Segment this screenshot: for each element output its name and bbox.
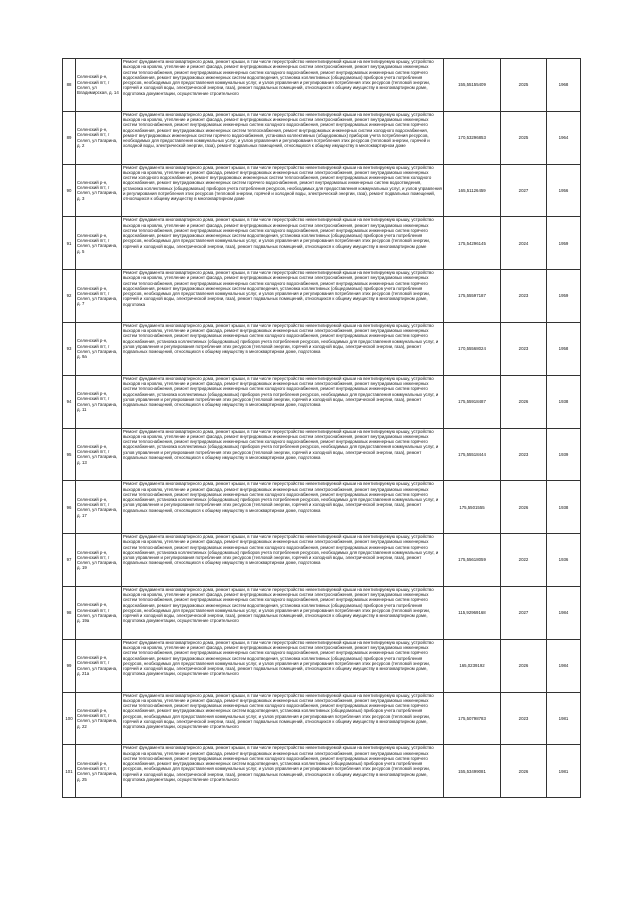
works-list-cell: Ремонт фундамента многоквартирного дома, ремонт крыши, в том числе переустройство невентилируемой крыши на вентилируемую крышу, устройство выходов на кровлю, утепление и ремонт фасада, ремонт внутридомовых инженерных систем электроснабжения, ремонт внутридомовых инженерных систем теплоснабжения, ремонт внутридомовых инженерных систем холодного водоснабжения, ремонт внутридомовых инженерных систем горячего водоснабжения, ремонт внутридомовых инженерных систем водоотведения, установка коллективных (общедомовых) приборов учета потребления ресурсов, необходимых для предоставления коммунальных услуг, и узлов управления и регулирования потребления этих ресурсов (тепловой энергии, горячей и холодной воды, электрической энергии, газа), ремонт подвальных помещений, относящихся к общему имуществу в многоквартирном доме	[122, 217, 444, 270]
works-list-cell: Ремонт фундамента многоквартирного дома, ремонт крыши, в том числе переустройство невентилируемой крыши на вентилируемую крышу, устройство выходов на кровлю, утепление и ремонт фасада, ремонт внутридомовых инженерных систем электроснабжения, ремонт внутридомовых инженерных систем теплоснабжения, ремонт внутридомовых инженерных систем холодного водоснабжения, ремонт внутридомовых инженерных систем горячего водоснабжения, установка коллективных (общедомовых) приборов учета потребления ресурсов, необходимых для предоставления коммунальных услуг, и узлов управления и регулирования потребления этих ресурсов (тепловой энергии, горячей и холодной воды, электрической энергии, газа), ремонт подвальных помещений, относящихся к общему имуществу в многоквартирном доме, подготовка	[122, 375, 444, 428]
construction-year-cell: 1939	[547, 428, 581, 481]
works-list-cell: Ремонт фундамента многоквартирного дома, ремонт крыши, в том числе переустройство невентилируемой крыши на вентилируемую крышу, устройство выходов на кровлю, утепление и ремонт фасада, ремонт внутридомовых инженерных систем электроснабжения, ремонт внутридомовых инженерных систем теплоснабжения, ремонт внутридомовых инженерных систем холодного водоснабжения, ремонт внутридомовых инженерных систем горячего водоснабжения, установка коллективных (общедомовых) приборов учета потребления ресурсов, необходимых для предоставления коммунальных услуг, и узлов управления и регулирования потребления этих ресурсов (тепловой энергии, горячей и холодной воды, электрической энергии, газа), ремонт подвальных помещений, относящихся к общему имуществу в многоквартирном доме, подготовка	[122, 534, 444, 587]
works-list-cell: Ремонт фундамента многоквартирного дома, ремонт крыши, в том числе переустройство невентилируемой крыши на вентилируемую крышу, устройство выходов на кровлю, утепление и ремонт фасада, ремонт внутридомовых инженерных систем электроснабжения, ремонт внутридомовых инженерных систем теплоснабжения, ремонт внутридомовых инженерных систем холодного водоснабжения, ремонт внутридомовых инженерных систем горячего водоснабжения, ремонт внутридомовых инженерных систем водоотведения, установка коллективных (общедомовых) приборов учета потребления ресурсов, необходимых для предоставления коммунальных услуг, и узлов управления и регулирования потребления этих ресурсов (тепловой энергии, горячей и холодной воды, электрической энергии, газа), ремонт подвальных помещений, относящихся к общему имуществу в многоквартирном доме, подготовка документации, осуществление строительного	[122, 745, 444, 798]
planned-year-cell: 2023	[501, 428, 547, 481]
row-number-cell: 90	[63, 164, 76, 217]
table-row	[63, 322, 581, 375]
planned-year-cell: 2022	[501, 534, 547, 587]
table-row	[63, 111, 581, 164]
construction-year-cell: 1938	[547, 481, 581, 534]
planned-year-cell: 2026	[501, 481, 547, 534]
row-number-cell: 91	[63, 217, 76, 270]
planned-year-cell: 2026	[501, 639, 547, 692]
works-list-cell: Ремонт фундамента многоквартирного дома, ремонт крыши, в том числе переустройство невентилируемой крыши на вентилируемую крышу, устройство выходов на кровлю, утепление и ремонт фасада, ремонт внутридомовых инженерных систем электроснабжения, ремонт внутридомовых инженерных систем теплоснабжения, ремонт внутридомовых инженерных систем холодного водоснабжения, ремонт внутридомовых инженерных систем горячего водоснабжения, ремонт внутридомовых инженерных систем водоотведения, установка коллективных (общедомовых) приборов учета потребления ресурсов, необходимых для предоставления коммунальных услуг, и узлов управления и регулирования потребления этих ресурсов (тепловой энергии, горячей и холодной воды, электрической энергии, газа), ремонт подвальных помещений, относящихся к общему имуществу в многоквартирном доме, подготовка документации, осуществление строительного	[122, 692, 444, 745]
cost-cell: 165,51126459	[444, 164, 501, 217]
planned-year-cell: 2026	[501, 375, 547, 428]
construction-year-cell: 1981	[547, 692, 581, 745]
row-number-cell: 89	[63, 111, 76, 164]
repair-program-table	[62, 58, 581, 798]
address-cell: Селенский р-н, Селенский пгт, г Селеп, ул Гагарина, д. 17	[76, 481, 122, 534]
address-cell: Селенский р-н, Селенский пгт, г Селеп, ул Гагарина, д. 9а	[76, 322, 122, 375]
cost-cell: 175,50798783	[444, 692, 501, 745]
address-cell: Селенский р-н, Селенский пгт, г Селеп, ул Владимирская, д. 14	[76, 59, 122, 112]
planned-year-cell: 2027	[501, 586, 547, 639]
planned-year-cell: 2025	[501, 59, 547, 112]
address-cell: Селенский р-н, Селенский пгт, г Селеп, ул Гагарина, д. 19а	[76, 586, 122, 639]
cost-cell: 175,55918487	[444, 375, 501, 428]
cost-cell: 175,5501555	[444, 481, 501, 534]
address-cell: Селенский р-н, Селенский пгт, г Селеп, ул Гагарина, д. 2	[76, 111, 122, 164]
row-number-cell: 101	[63, 745, 76, 798]
construction-year-cell: 1956	[547, 164, 581, 217]
works-list-cell: Ремонт фундамента многоквартирного дома, ремонт крыши, в том числе переустройство невентилируемой крыши на вентилируемую крышу, устройство выходов на кровлю, утепление и ремонт фасада, ремонт внутридомовых инженерных систем электроснабжения, ремонт внутридомовых инженерных систем теплоснабжения, ремонт внутридомовых инженерных систем холодного водоснабжения, ремонт внутридомовых инженерных систем горячего водоснабжения, ремонт внутридомовых инженерных систем водоотведения, установка коллективных (общедомовых) приборов учета потребления ресурсов, необходимых для предоставления коммунальных услуг, и узлов управления и регулирования потребления этих ресурсов (тепловой энергии, горячей и холодной воды, электрической энергии, газа), ремонт подвальных помещений, относящихся к общему имуществу в многоквартирном доме, подготовка документации, осуществление строительного	[122, 586, 444, 639]
row-number-cell: 95	[63, 428, 76, 481]
row-number-cell: 99	[63, 639, 76, 692]
planned-year-cell: 2023	[501, 270, 547, 323]
table-row	[63, 270, 581, 323]
cost-cell: 115,92969168	[444, 586, 501, 639]
cost-cell: 175,54296145	[444, 217, 501, 270]
address-cell: Селенский р-н, Селенский пгт, г Селеп, ул Гагарина, д. 25	[76, 745, 122, 798]
table-row	[63, 428, 581, 481]
construction-year-cell: 1938	[547, 375, 581, 428]
cost-cell: 170,53296853	[444, 111, 501, 164]
table-row	[63, 481, 581, 534]
table-row	[63, 534, 581, 587]
row-number-cell: 98	[63, 586, 76, 639]
construction-year-cell: 1959	[547, 270, 581, 323]
construction-year-cell: 1981	[547, 745, 581, 798]
table-row	[63, 59, 581, 112]
planned-year-cell: 2027	[501, 164, 547, 217]
table-row	[63, 164, 581, 217]
table-body	[63, 59, 581, 798]
cost-cell: 165,0239192	[444, 639, 501, 692]
cost-cell: 175,55618059	[444, 534, 501, 587]
construction-year-cell: 1984	[547, 586, 581, 639]
table-row	[63, 375, 581, 428]
cost-cell: 155,53499081	[444, 745, 501, 798]
row-number-cell: 97	[63, 534, 76, 587]
cost-cell: 155,55155409	[444, 59, 501, 112]
construction-year-cell: 1968	[547, 59, 581, 112]
cost-cell: 175,55597187	[444, 270, 501, 323]
works-list-cell: Ремонт фундамента многоквартирного дома, ремонт крыши, в том числе переустройство невентилируемой крыши на вентилируемую крышу, устройство выходов на кровлю, утепление и ремонт фасада, ремонт внутридомовых инженерных систем электроснабжения, ремонт внутридомовых инженерных систем теплоснабжения, ремонт внутридомовых инженерных систем холодного водоснабжения, ремонт внутридомовых инженерных систем горячего водоснабжения, установка коллективных (общедомовых) приборов учета потребления ресурсов, необходимых для предоставления коммунальных услуг, и узлов управления и регулирования потребления этих ресурсов (тепловой энергии, горячей и холодной воды, электрической энергии, газа), ремонт подвальных помещений, относящихся к общему имуществу в многоквартирном доме, подготовка	[122, 322, 444, 375]
works-list-cell: Ремонт фундамента многоквартирного дома, ремонт крыши, в том числе переустройство невентилируемой крыши на вентилируемую крышу, устройство выходов на кровлю, утепление и ремонт фасада, ремонт внутридомовых инженерных систем электроснабжения, ремонт внутридомовых инженерных систем теплоснабжения, ремонт внутридомовых инженерных систем холодного водоснабжения, ремонт внутридомовых инженерных систем горячего водоснабжения, ремонт внутридомовых инженерных систем теплоснабжения, ремонт внутридомовых инженерных систем холодного водоснабжения, ремонт внутридомовых инженерных систем горячего водоснабжения, установка коллективных (общедомовых) приборов учета потребления ресурсов, необходимых для предоставления коммунальных услуг, и узлов управления и регулирования потребления этих ресурсов (тепловой энергии, горячей и холодной воды, электрической энергии, газа), ремонт подвальных помещений, относящихся к общему имуществу в многоквартирном доме	[122, 111, 444, 164]
address-cell: Селенский р-н, Селенский пгт, г Селеп, ул Гагарина, д. 3	[76, 164, 122, 217]
construction-year-cell: 1964	[547, 111, 581, 164]
table-row	[63, 745, 581, 798]
works-list-cell: Ремонт фундамента многоквартирного дома, ремонт крыши, в том числе переустройство невентилируемой крыши на вентилируемую крышу, устройство выходов на кровлю, утепление и ремонт фасада, ремонт внутридомовых инженерных систем электроснабжения, ремонт внутридомовых инженерных систем теплоснабжения, ремонт внутридомовых инженерных систем холодного водоснабжения, ремонт внутридомовых инженерных систем горячего водоснабжения, ремонт внутридомовых инженерных систем водоотведения, установка коллективных (общедомовых) приборов учета потребления ресурсов, необходимых для предоставления коммунальных услуг, и узлов управления и регулирования потребления этих ресурсов (тепловой энергии, горячей и холодной воды, электрической энергии, газа), ремонт подвальных помещений, относящихся к общему имуществу в многоквартирном доме, подготовка документации, осуществление строительного	[122, 639, 444, 692]
works-list-cell: Ремонт фундамента многоквартирного дома, ремонт крыши, в том числе переустройство невентилируемой крыши на вентилируемую крышу, устройство выходов на кровлю, утепление и ремонт фасада, ремонт внутридомовых инженерных систем электроснабжения, ремонт внутридомовых инженерных систем теплоснабжения, ремонт внутридомовых инженерных систем холодного водоснабжения, ремонт внутридомовых инженерных систем горячего водоснабжения, установка коллективных (общедомовых) приборов учета потребления ресурсов, необходимых для предоставления коммунальных услуг, и узлов управления и регулирования потребления этих ресурсов (тепловой энергии, горячей и холодной воды, электрической энергии, газа), ремонт подвальных помещений, относящихся к общему имуществу в многоквартирном доме, подготовка	[122, 428, 444, 481]
construction-year-cell: 1958	[547, 322, 581, 375]
works-list-cell: Ремонт фундамента многоквартирного дома, ремонт крыши, в том числе переустройство невентилируемой крыши на вентилируемую крышу, устройство выходов на кровлю, утепление и ремонт фасада, ремонт внутридомовых инженерных систем электроснабжения, ремонт внутридомовых инженерных систем теплоснабжения, ремонт внутридомовых инженерных систем холодного водоснабжения, ремонт внутридомовых инженерных систем горячего водоснабжения, ремонт внутридомовых инженерных систем водоотведения, установка коллективных (общедомовых) приборов учета потребления ресурсов, необходимых для предоставления коммунальных услуг, и узлов управления и регулирования потребления этих ресурсов (тепловой энергии, горячей и холодной воды, электрической энергии, газа), ремонт подвальных помещений, относящихся к общему имуществу в многоквартирном доме, подготовка	[122, 270, 444, 323]
construction-year-cell: 1936	[547, 534, 581, 587]
construction-year-cell: 1959	[547, 217, 581, 270]
table-row	[63, 586, 581, 639]
planned-year-cell: 2023	[501, 692, 547, 745]
table-row	[63, 692, 581, 745]
cost-cell: 175,55518444	[444, 428, 501, 481]
cost-cell: 170,55568024	[444, 322, 501, 375]
planned-year-cell: 2023	[501, 322, 547, 375]
document-page	[62, 58, 580, 798]
works-list-cell: Ремонт фундамента многоквартирного дома, ремонт крыши, в том числе переустройство невентилируемой крыши на вентилируемую крышу, устройство выходов на кровлю, утепление и ремонт фасада, ремонт внутридомовых инженерных систем электроснабжения, ремонт внутридомовых инженерных систем холодного водоснабжения, ремонт внутридомовых инженерных систем теплоснабжения, ремонт внутридомовых инженерных систем холодного водоснабжения, ремонт внутридомовых инженерных систем горячего водоснабжения, ремонт внутридомовых инженерных систем водоотведения, установка коллективных (общедомовых) приборов учета потребления ресурсов, необходимых для предоставления коммунальных услуг, и узлов управления и регулирования потребления этих ресурсов (тепловой энергии, горячей и холодной воды, электрической энергии, газа), ремонт подвальных помещений, относящихся к общему имуществу в многоквартирном доме	[122, 164, 444, 217]
address-cell: Селенский р-н, Селенский пгт, г Селеп, ул Гагарина, д. 5	[76, 217, 122, 270]
row-number-cell: 92	[63, 270, 76, 323]
address-cell: Селенский р-н, Селенский пгт, г Селеп, ул Гагарина, д. 19	[76, 534, 122, 587]
planned-year-cell: 2026	[501, 745, 547, 798]
works-list-cell: Ремонт фундамента многоквартирного дома, ремонт крыши, в том числе переустройство невентилируемой крыши на вентилируемую крышу, устройство выходов на кровлю, утепление и ремонт фасада, ремонт внутридомовых инженерных систем электроснабжения, ремонт внутридомовых инженерных систем теплоснабжения, ремонт внутридомовых инженерных систем холодного водоснабжения, ремонт внутридомовых инженерных систем горячего водоснабжения, ремонт внутридомовых инженерных систем водоотведения, установка коллективных (общедомовых) приборов учета потребления ресурсов, необходимых для предоставления коммунальных услуг, и узлов управления и регулирования потребления этих ресурсов (тепловой энергии, горячей и холодной воды, электрической энергии, газа), ремонт подвальных помещений, относящихся к общему имуществу в многоквартирном доме, подготовка документации, осуществление строительного	[122, 59, 444, 112]
address-cell: Селенский р-н, Селенский пгт, г Селеп, ул Гагарина, д. 21а	[76, 639, 122, 692]
row-number-cell: 100	[63, 692, 76, 745]
table-row	[63, 639, 581, 692]
address-cell: Селенский р-н, Селенский пгт, г Селеп, ул Гагарина, д. 22	[76, 692, 122, 745]
row-number-cell: 93	[63, 322, 76, 375]
construction-year-cell: 1984	[547, 639, 581, 692]
address-cell: Селенский р-н, Селенский пгт, г Селеп, ул Гагарина, д. 7	[76, 270, 122, 323]
row-number-cell: 88	[63, 59, 76, 112]
planned-year-cell: 2025	[501, 111, 547, 164]
planned-year-cell: 2024	[501, 217, 547, 270]
row-number-cell: 94	[63, 375, 76, 428]
table-row	[63, 217, 581, 270]
row-number-cell: 96	[63, 481, 76, 534]
address-cell: Селенский р-н, Селенский пгт, г Селеп, ул Гагарина, д. 13	[76, 428, 122, 481]
address-cell: Селенский р-н, Селенский пгт, г Селеп, ул Гагарина, д. 11	[76, 375, 122, 428]
works-list-cell: Ремонт фундамента многоквартирного дома, ремонт крыши, в том числе переустройство невентилируемой крыши на вентилируемую крышу, устройство выходов на кровлю, утепление и ремонт фасада, ремонт внутридомовых инженерных систем электроснабжения, ремонт внутридомовых инженерных систем теплоснабжения, ремонт внутридомовых инженерных систем холодного водоснабжения, ремонт внутридомовых инженерных систем горячего водоснабжения, установка коллективных (общедомовых) приборов учета потребления ресурсов, необходимых для предоставления коммунальных услуг, и узлов управления и регулирования потребления этих ресурсов (тепловой энергии, горячей и холодной воды, электрической энергии, газа), ремонт подвальных помещений, относящихся к общему имуществу в многоквартирном доме, подготовка	[122, 481, 444, 534]
